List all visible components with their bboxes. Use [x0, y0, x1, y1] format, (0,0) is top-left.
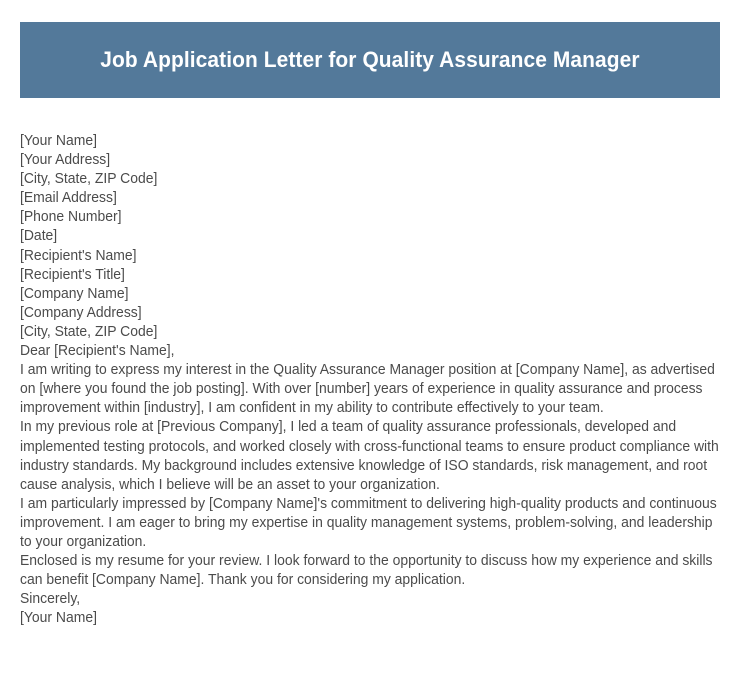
salutation: Dear [Recipient's Name], — [20, 343, 175, 360]
letter-paragraph-4: Enclosed is my resume for your review. I look forward to the opportunity to discuss how my experience and skills can benefit [Company Name]. Thank you for considering my application. — [20, 553, 713, 589]
letter-date: [Date] — [20, 228, 58, 245]
recipient-title: [Recipient's Title] — [20, 266, 125, 283]
document-title: Job Application Letter for Quality Assurance Manager — [100, 46, 640, 72]
recipient-city-state-zip: [City, State, ZIP Code] — [20, 323, 158, 340]
recipient-company-name: [Company Name] — [20, 285, 129, 302]
closing-salutation: Sincerely, — [20, 591, 81, 608]
sender-address-block — [20, 132, 722, 247]
recipient-name: [Recipient's Name] — [20, 247, 137, 264]
document-header-banner — [20, 22, 720, 98]
sender-city-state-zip: [City, State, ZIP Code] — [20, 171, 158, 188]
recipient-company-address: [Company Address] — [20, 304, 142, 321]
recipient-address-block — [20, 247, 722, 342]
letter-paragraph-3: I am particularly impressed by [Company Name]'s commitment to delivering high-quality products and continuous improvement. I am eager to bring my expertise in quality management systems, problem-solving, and leadership to your organization. — [20, 495, 717, 550]
signature-name: [Your Name] — [20, 610, 97, 627]
letter-paragraph-2: In my previous role at [Previous Company], I led a team of quality assurance professionals, developed and implemented testing protocols, and worked closely with cross-functional teams to ensure product compliance with industry standards. My background includes extensive knowledge of ISO standards, risk management, and root cause analysis, which I believe will be an asset to your organization. — [20, 419, 719, 493]
sender-name: [Your Name] — [20, 133, 97, 149]
letter-paragraph-1: I am writing to express my interest in the Quality Assurance Manager position at [Company Name], as advertised on [where you found the job posting]. With over [number] years of experience in quality assurance and process improvement within [industry], I am confident in my ability to contribute effectively to your team. — [20, 362, 715, 417]
sender-address: [Your Address] — [20, 152, 111, 169]
sender-email: [Email Address] — [20, 190, 117, 207]
letter-body — [20, 132, 722, 628]
sender-phone: [Phone Number] — [20, 209, 122, 226]
